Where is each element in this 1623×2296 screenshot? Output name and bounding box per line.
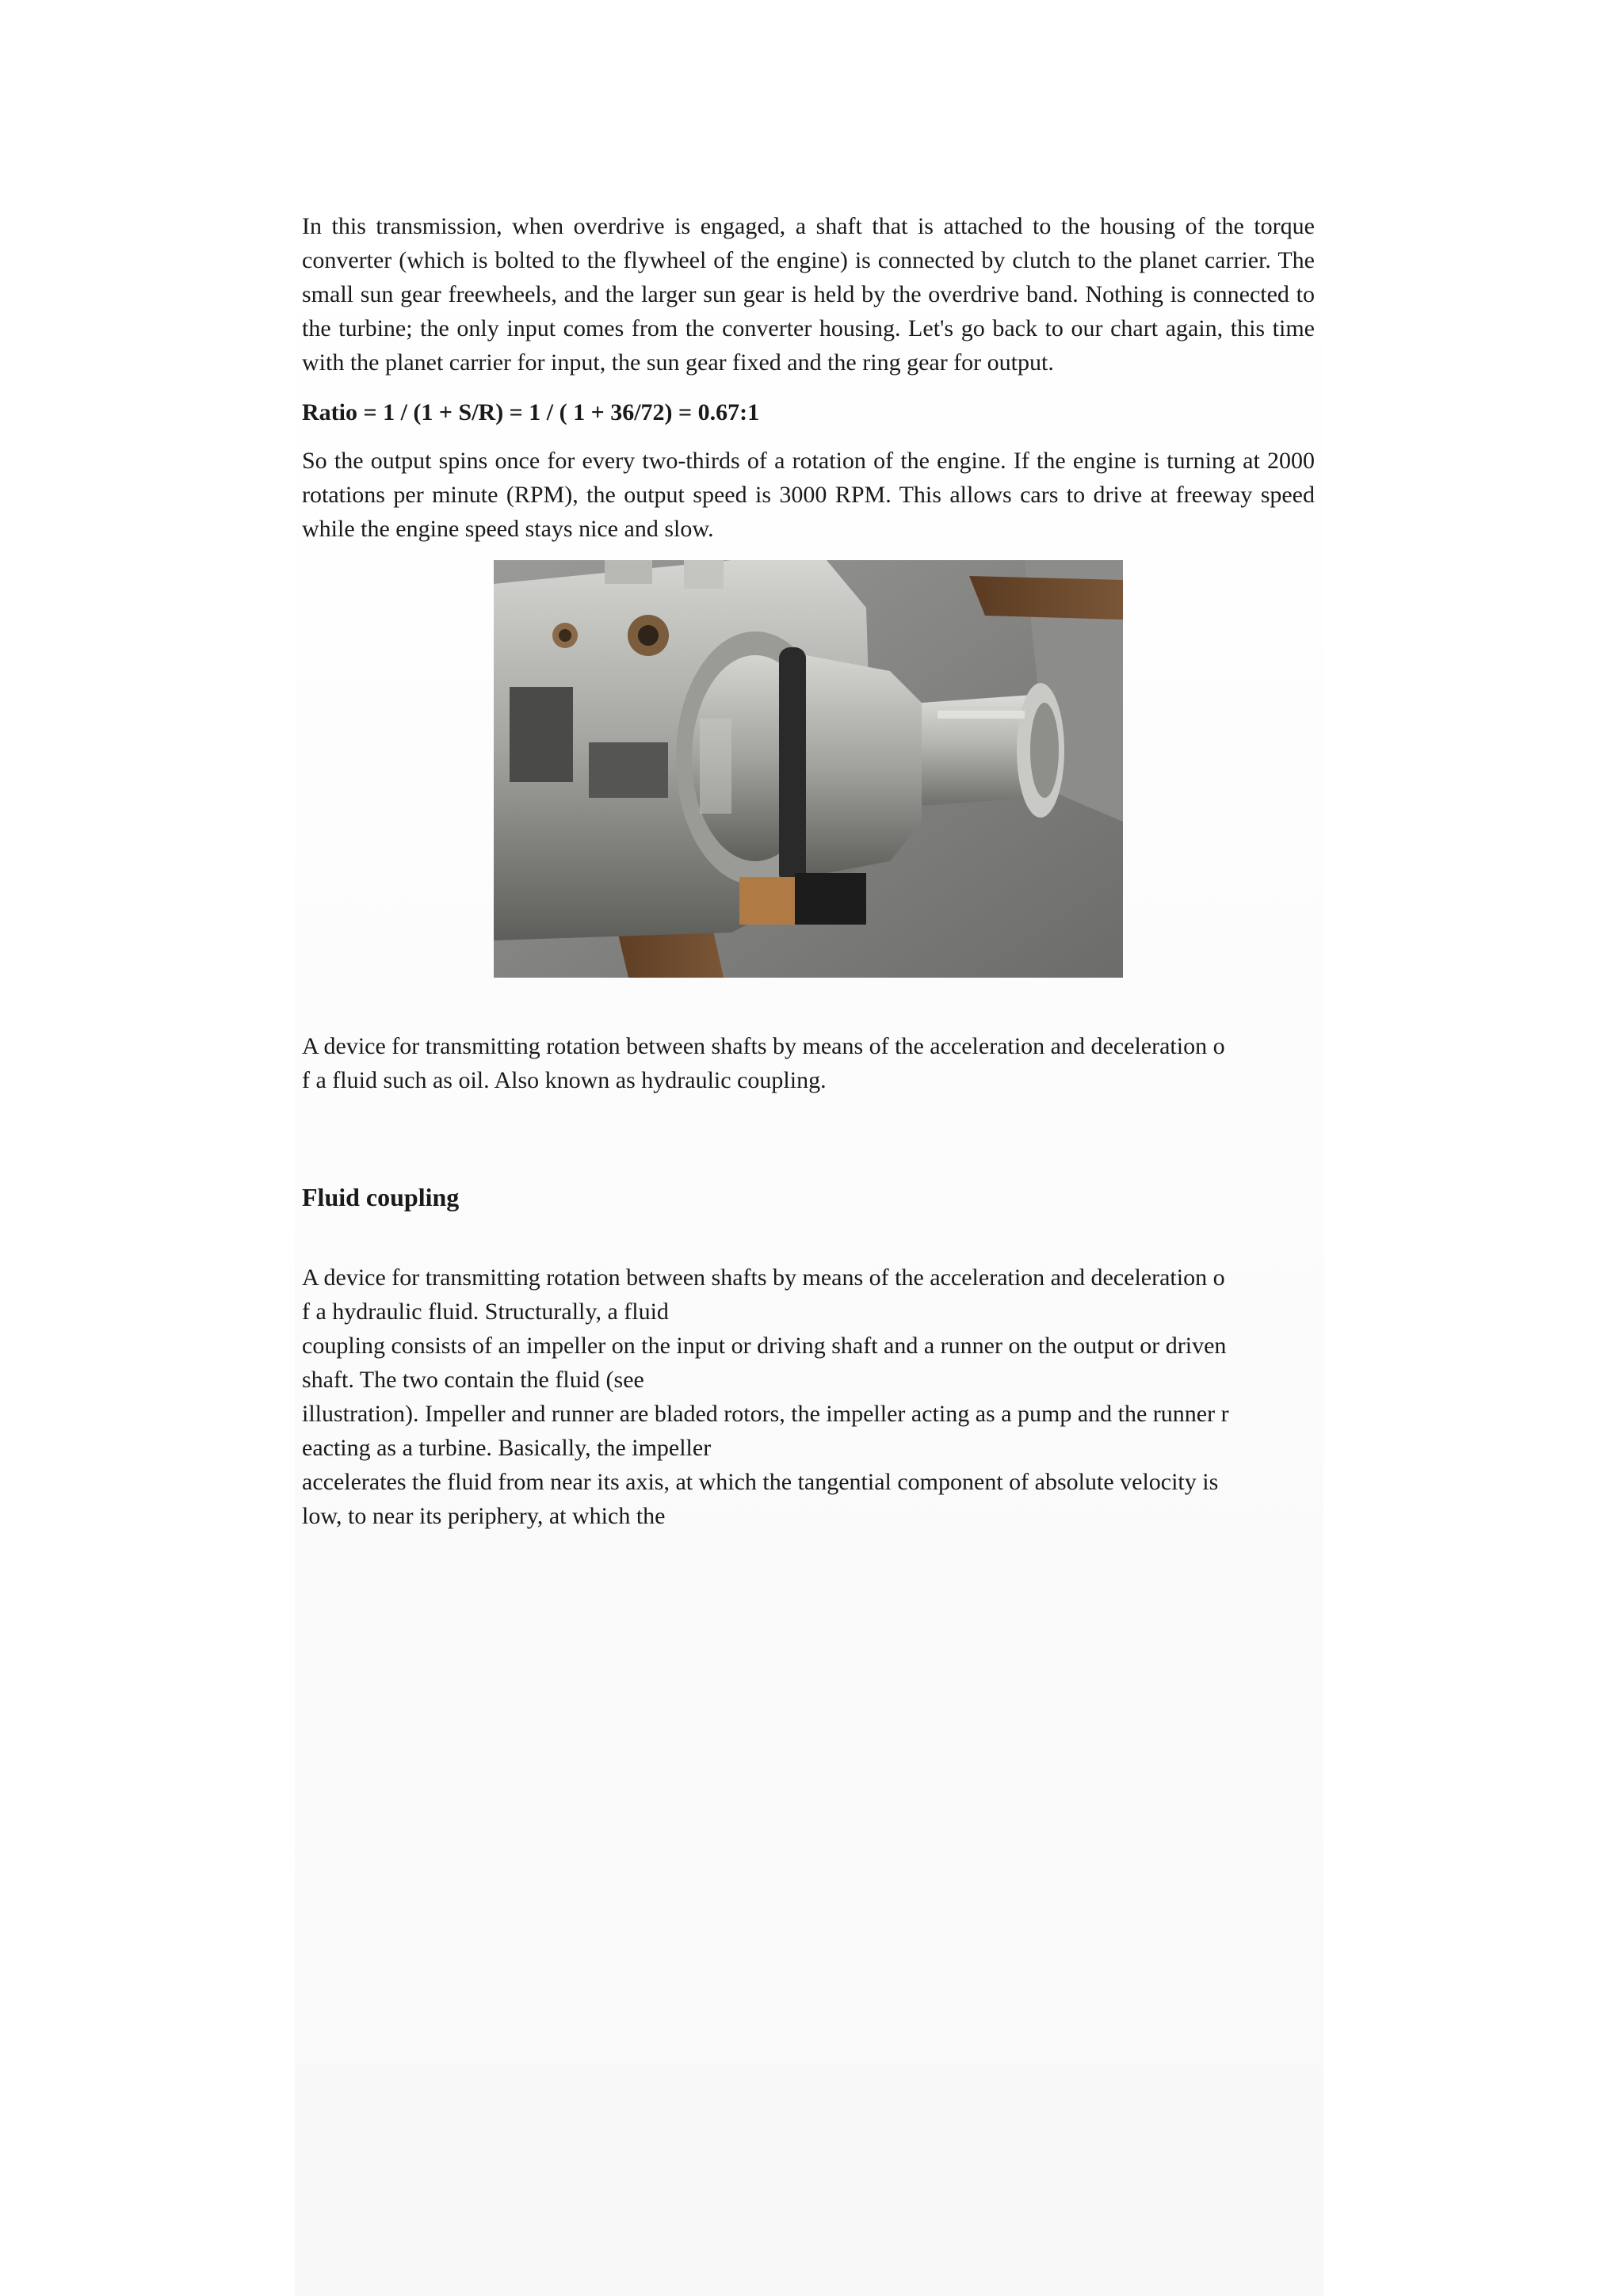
transmission-photo-drawing: [494, 560, 1123, 978]
paragraph-definition-long: A device for transmitting rotation between shafts by means of the acceleration and deceleration o f a hydraulic fluid. Structurally, a fluid coupling consists of an impeller on the input or driving shaft and a runner on the output or driven shaft. The two contain the fluid (see illustration). Impeller and runner are bladed rotors, the impeller acting as a pump and the runner r eacting as a turbine. Basically, the impeller accelerates the fluid from near its axis, at which the tangential component of absolute velocity is low, to near its periphery, at which the: [302, 1264, 1229, 1529]
section-heading: Fluid coupling: [302, 1183, 460, 1211]
transmission-photo: [494, 560, 1123, 978]
paragraph-overdrive: In this transmission, when overdrive is engaged, a shaft that is attached to the housing of the torque converter (which is bolted to the flywheel of the engine) is connected by clutch to the planet carrier. The small sun gear freewheels, and the larger sun gear is held by the overdrive band. Nothing is connected to the turbine; the only input comes from the converter housing. Let's go back to our chart again, this time with the planet carrier for input, the sun gear fixed and the ring gear for output.: [302, 213, 1315, 376]
document-body: [302, 209, 1315, 1533]
ratio-formula: Ratio = 1 / (1 + S/R) = 1 / ( 1 + 36/72) = 0.67:1: [302, 399, 760, 425]
paragraph-definition-short: A device for transmitting rotation between shafts by means of the acceleration and deceleration o f a fluid such as oil. Also known as hydraulic coupling.: [302, 1033, 1225, 1093]
paragraph-rpm: So the output spins once for every two-thirds of a rotation of the engine. If the engine is turning at 2000 rotations per minute (RPM), the output speed is 3000 RPM. This allows cars to drive at freeway speed while the engine speed stays nice and slow.: [302, 448, 1315, 542]
